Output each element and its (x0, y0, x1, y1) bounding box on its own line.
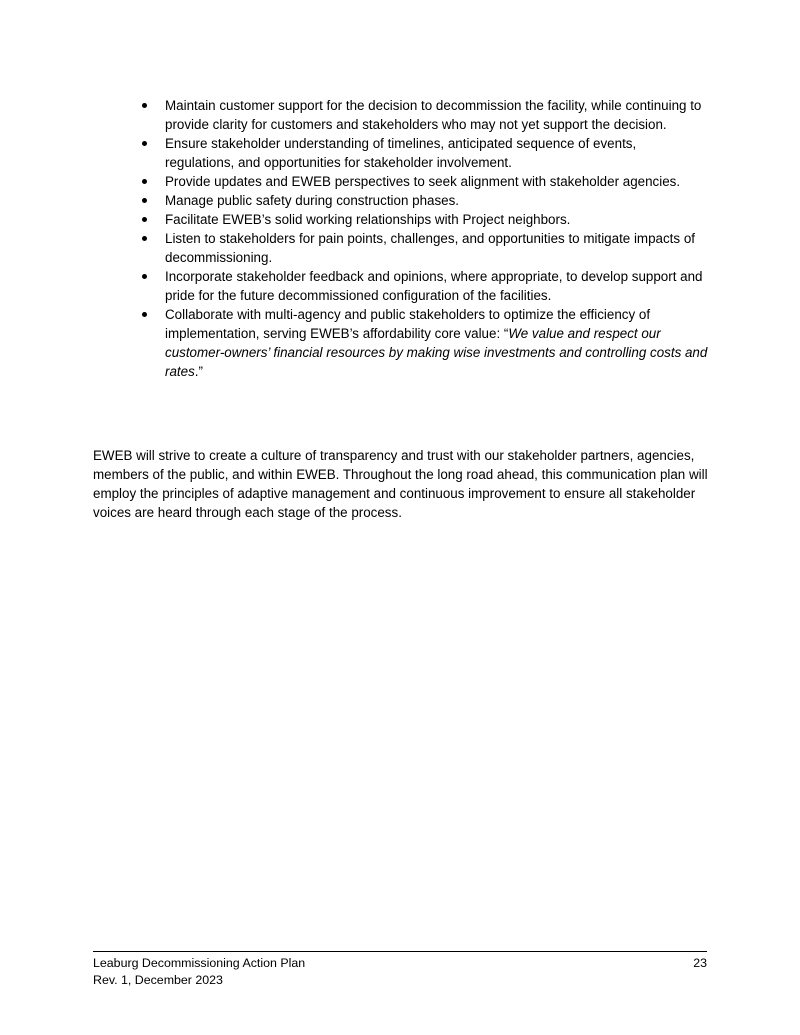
list-item (138, 229, 708, 267)
bullet-icon (142, 236, 147, 241)
bullet-text: Provide updates and EWEB perspectives to seek alignment with stakeholder agencies. (165, 174, 681, 189)
page-footer (93, 951, 707, 989)
core-value-quote: We value and respect our customer-owners’ financial resources by making wise investments and controlling costs and rates (165, 326, 708, 379)
page-number: 23 (693, 956, 707, 970)
bullet-icon (142, 312, 147, 317)
list-item (138, 134, 708, 172)
closing-paragraph: EWEB will strive to create a culture of transparency and trust with our stakeholder partners, agencies, members of the public, and within EWEB. Throughout the long road ahead, this communication plan will employ the principles of adaptive management and continuous improvement to ensure all stakeholder voices are heard through each stage of the process. (93, 448, 708, 520)
bullet-text: Listen to stakeholders for pain points, challenges, and opportunities to mitigate impacts of decommissioning. (165, 231, 695, 265)
footer-revision: Rev. 1, December 2023 (93, 973, 223, 987)
list-item (138, 305, 708, 381)
list-item (138, 96, 708, 134)
bullet-text: Collaborate with multi-agency and public stakeholders to optimize the efficiency of implementation, serving EWEB’s affordability core value: “ (165, 307, 651, 341)
bullet-icon (142, 141, 147, 146)
bullet-icon (142, 198, 147, 203)
list-item (138, 210, 708, 229)
footer-doc-title: Leaburg Decommissioning Action Plan (93, 956, 306, 970)
bullet-text: Facilitate EWEB’s solid working relationships with Project neighbors. (165, 212, 571, 227)
bullet-icon (142, 103, 147, 108)
bullet-text: Maintain customer support for the decision to decommission the facility, while continuing to provide clarity for customers and stakeholders who may not yet support the decision. (165, 98, 702, 132)
bullet-icon (142, 179, 147, 184)
list-item (138, 191, 708, 210)
list-item (138, 172, 708, 191)
bullet-text: Ensure stakeholder understanding of timelines, anticipated sequence of events, regulations, and opportunities for stakeholder involvement. (165, 136, 637, 170)
list-item (138, 267, 708, 305)
bullet-icon (142, 217, 147, 222)
objectives-bullet-list (138, 96, 708, 381)
bullet-text-end: .” (194, 364, 203, 379)
bullet-text: Manage public safety during construction phases. (165, 193, 460, 208)
bullet-icon (142, 274, 147, 279)
bullet-text: Incorporate stakeholder feedback and opinions, where appropriate, to develop support and pride for the future decommissioned configuration of the facilities. (165, 269, 703, 303)
